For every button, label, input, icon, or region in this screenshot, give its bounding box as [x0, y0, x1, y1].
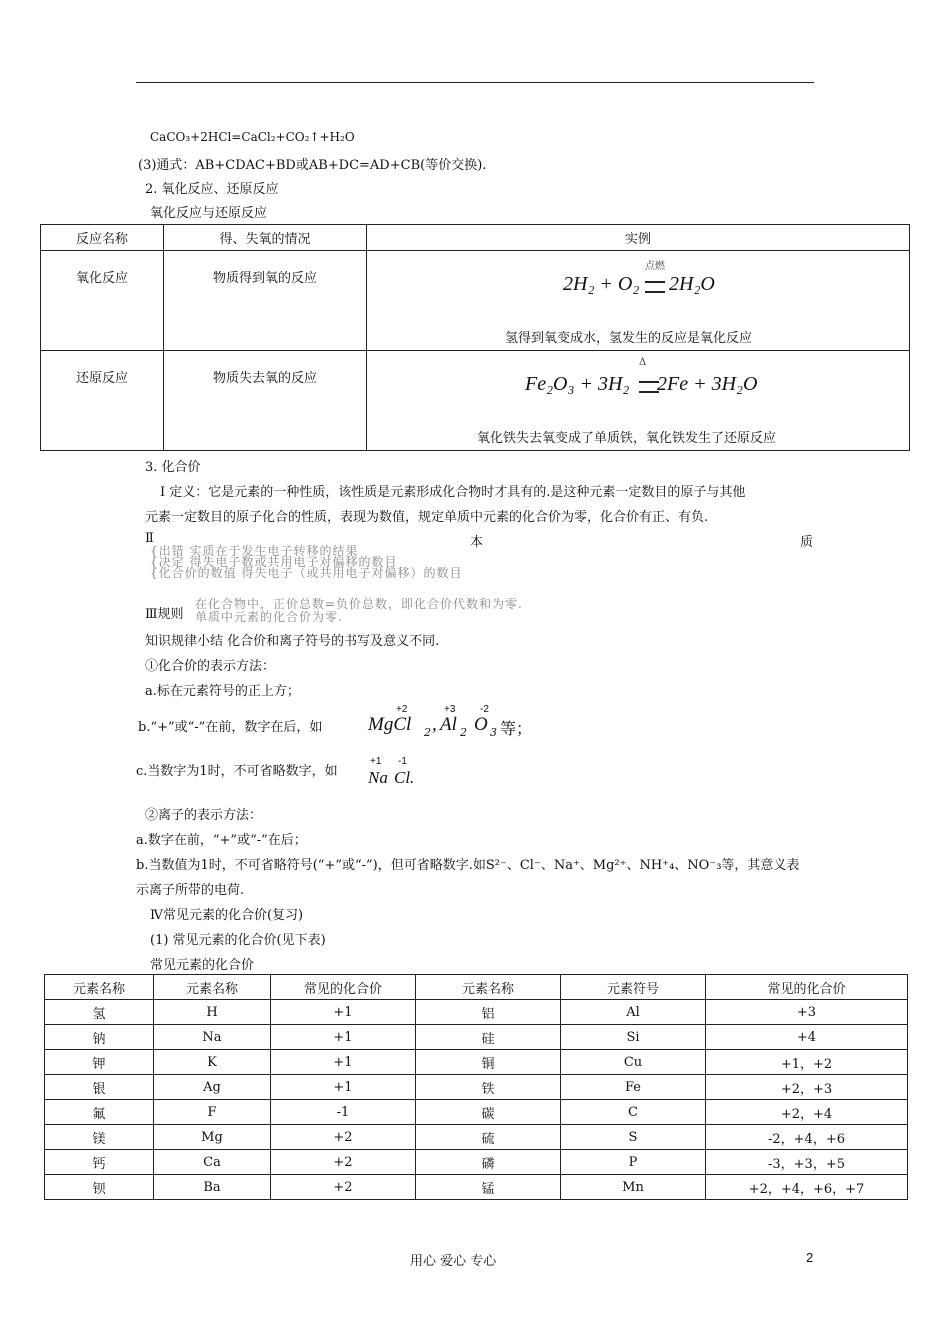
table-header-cell: 元素名称 — [45, 975, 154, 1000]
subscript: 2 — [460, 726, 467, 739]
table-cell: Ca — [154, 1150, 271, 1175]
table-row — [45, 1050, 908, 1075]
table-cell: K — [154, 1050, 271, 1075]
table-cell: +1 — [271, 1075, 416, 1100]
text-line: (1) 常见元素的化合价(见下表) — [150, 933, 326, 948]
table-cell: Ag — [154, 1075, 271, 1100]
table-cell: +2，+3 — [706, 1075, 908, 1100]
table-cell: 氢 — [45, 1000, 154, 1025]
reaction-example — [367, 351, 910, 451]
table-cell: Mn — [561, 1175, 706, 1200]
formula-al: Al — [440, 714, 457, 735]
table-cell: -2，+4，+6 — [706, 1125, 908, 1150]
table-header-cell: 元素符号 — [561, 975, 706, 1000]
table-cell: -3，+3，+5 — [706, 1150, 908, 1175]
reaction-note: 氢得到氧变成水，氢发生的反应是氧化反应 — [505, 331, 753, 346]
equation-line: CaCO₃+2HCl=CaCl₂+CO₂↑+H₂O — [150, 130, 355, 144]
text-line: (3)通式：AB+CDAC+BD或AB+DC=AD+CB(等价交换). — [138, 158, 487, 173]
table-row — [45, 1000, 908, 1025]
table-cell: 碳 — [416, 1100, 561, 1125]
superscript: +1 — [370, 756, 382, 767]
table-row — [41, 351, 910, 451]
superscript: +2 — [396, 704, 408, 715]
redox-table — [40, 224, 910, 451]
table-cell: Fe — [561, 1075, 706, 1100]
tail-text: 等； — [500, 719, 533, 738]
text-line: 示离子所带的电荷. — [136, 883, 245, 898]
rule-text-block — [195, 598, 523, 624]
faded-line: {决定 得失电子数或共用电子对偏移的数目 — [150, 555, 398, 569]
table-header-cell: 实例 — [367, 225, 910, 251]
table-cell: +1 — [271, 1025, 416, 1050]
table-cell: F — [154, 1100, 271, 1125]
table-cell: 磷 — [416, 1150, 561, 1175]
table-row — [45, 1100, 908, 1125]
table-cell: C — [561, 1100, 706, 1125]
text-line: ①化合价的表示方法： — [145, 659, 276, 674]
equation-left: Fe₂O₃ + 3H₂ — [525, 373, 630, 395]
table-cell: -1 — [271, 1100, 416, 1125]
table-cell: S — [561, 1125, 706, 1150]
valence-formula — [368, 756, 438, 796]
table-row — [41, 251, 910, 351]
table-caption: 常见元素的化合价 — [150, 958, 255, 973]
table-row — [45, 1075, 908, 1100]
table-cell: Si — [561, 1025, 706, 1050]
table-row — [45, 1125, 908, 1150]
table-cell: 镁 — [45, 1125, 154, 1150]
reaction-note: 氧化铁失去氧变成了单质铁，氧化铁发生了还原反应 — [477, 431, 777, 446]
comma: , — [432, 714, 437, 735]
table-row — [45, 1025, 908, 1050]
text-line: c.当数字为1时，不可省略数字，如 — [136, 764, 338, 779]
table-cell: Cu — [561, 1050, 706, 1075]
superscript: -2 — [480, 704, 489, 715]
valence-table — [44, 974, 908, 1200]
text-line: b.当数值为1时，不可省略符号(“+”或“-”)，但可省略数字.如S²⁻、Cl⁻、Na⁺、Mg²⁺、NH⁺₄、NO⁻₃等，其意义表 — [136, 858, 800, 873]
table-cell: +2，+4 — [706, 1100, 908, 1125]
reaction-desc: 物质得到氧的反应 — [164, 251, 367, 351]
faded-line: 在化合物中，正价总数=负价总数，即化合价代数和为零. — [195, 597, 523, 611]
superscript: -1 — [398, 756, 407, 767]
table-cell: Mg — [154, 1125, 271, 1150]
table-cell: 钾 — [45, 1050, 154, 1075]
faded-line: 单质中元素的化合价为零. — [195, 610, 343, 624]
reaction-condition: Δ — [639, 357, 647, 368]
table-row — [45, 1175, 908, 1200]
table-cell: Al — [561, 1000, 706, 1025]
definition-text: Ⅰ 定义：它是元素的一种性质，该性质是元素形成化合物时才具有的.是这种元素一定数目的原子与其他 — [160, 485, 746, 500]
table-cell: Ba — [154, 1175, 271, 1200]
section-heading: Ⅳ常见元素的化合价(复习) — [150, 908, 304, 923]
table-cell: 硅 — [416, 1025, 561, 1050]
page-number: 2 — [806, 1250, 814, 1265]
text-line: a.标在元素符号的正上方； — [145, 684, 300, 699]
table-cell: 钙 — [45, 1150, 154, 1175]
table-cell: 银 — [45, 1075, 154, 1100]
rule-label: Ⅲ规则 — [145, 607, 184, 622]
table-cell: +2 — [271, 1125, 416, 1150]
table-cell: 氟 — [45, 1100, 154, 1125]
table-header-cell: 得、失氧的情况 — [164, 225, 367, 251]
section-heading: 2. 氧化反应、还原反应 — [145, 182, 279, 197]
table-cell: 钠 — [45, 1025, 154, 1050]
faded-line: {化合价的数值 得失电子（或共用电子对偏移）的数目 — [150, 566, 463, 580]
equation-right: 2H₂O — [669, 273, 715, 295]
formula-na: Na — [368, 768, 388, 787]
definition-text: 元素一定数目的原子化合的性质，表现为数值，规定单质中元素的化合价为零，化合价有正、有负. — [145, 510, 709, 525]
table-cell: P — [561, 1150, 706, 1175]
table-header-cell: 常见的化合价 — [706, 975, 908, 1000]
subscript: 3 — [490, 726, 497, 739]
faded-line: {出错 实质在于发生电子转移的结果 — [150, 544, 359, 558]
equation-left: 2H₂ + O₂ — [563, 273, 640, 295]
table-header-cell: 常见的化合价 — [271, 975, 416, 1000]
formula-mgcl: MgCl — [368, 714, 412, 735]
equation-right: 2Fe + 3H₂O — [657, 373, 758, 395]
equals-sign — [645, 281, 665, 293]
formula-o: O — [474, 714, 488, 735]
table-header-row — [45, 975, 908, 1000]
faded-text-block — [150, 546, 462, 579]
table-cell: +1，+2 — [706, 1050, 908, 1075]
table-cell: +3 — [706, 1000, 908, 1025]
table-header-cell: 反应名称 — [41, 225, 164, 251]
reaction-desc: 物质失去氧的反应 — [164, 351, 367, 451]
reaction-example — [367, 251, 910, 351]
table-cell: H — [154, 1000, 271, 1025]
table-cell: +2 — [271, 1150, 416, 1175]
reaction-name: 还原反应 — [41, 351, 164, 451]
subscript: 2 — [424, 726, 431, 739]
table-caption: 氧化反应与还原反应 — [150, 206, 268, 221]
text-line: a.数字在前，“+”或“-”在后； — [136, 833, 307, 848]
text-line: 知识规律小结 化合价和离子符号的书写及意义不同. — [145, 634, 440, 649]
table-cell: +1 — [271, 1000, 416, 1025]
table-header-cell: 元素名称 — [154, 975, 271, 1000]
table-cell: +2，+4，+6，+7 — [706, 1175, 908, 1200]
table-header-cell: 元素名称 — [416, 975, 561, 1000]
table-cell: +2 — [271, 1175, 416, 1200]
formula-cl: Cl. — [394, 768, 415, 787]
text-line: ②离子的表示方法： — [145, 808, 263, 823]
section-heading: 3. 化合价 — [145, 460, 201, 475]
text-line: b.“+”或“-”在前，数字在后，如 — [138, 720, 323, 735]
essence-label: Ⅱ — [145, 531, 154, 546]
table-cell: 钡 — [45, 1175, 154, 1200]
reaction-name: 氧化反应 — [41, 251, 164, 351]
table-cell: 铜 — [416, 1050, 561, 1075]
table-cell: +4 — [706, 1025, 908, 1050]
table-row — [45, 1150, 908, 1175]
valence-formula — [368, 704, 538, 744]
table-cell: 硫 — [416, 1125, 561, 1150]
footer-motto: 用心 爱心 专心 — [410, 1254, 497, 1269]
table-cell: +1 — [271, 1050, 416, 1075]
superscript: +3 — [444, 704, 456, 715]
equals-sign — [639, 381, 659, 393]
header-rule — [136, 82, 814, 83]
essence-label: 质 — [800, 535, 814, 550]
table-cell: 锰 — [416, 1175, 561, 1200]
essence-label: 本 — [470, 535, 484, 550]
reaction-condition: 点燃 — [645, 261, 665, 272]
table-cell: 铁 — [416, 1075, 561, 1100]
table-cell: 铝 — [416, 1000, 561, 1025]
table-cell: Na — [154, 1025, 271, 1050]
